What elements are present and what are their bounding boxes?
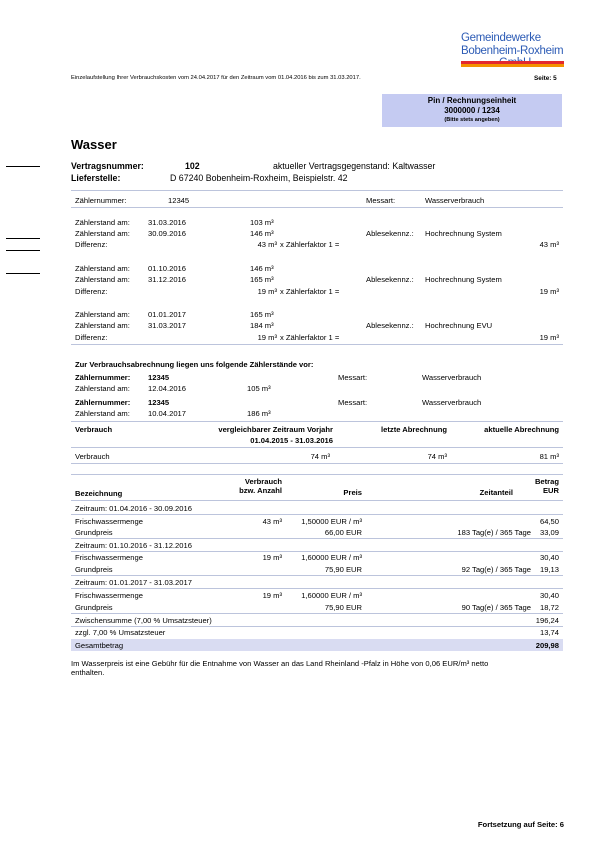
ablese-value: Hochrechnung EVU: [425, 321, 493, 330]
cost-item-name: Frischwassermenge: [75, 591, 143, 600]
pin-box: [382, 94, 562, 127]
diff-result: 43 m³: [539, 240, 559, 249]
billing-reading-date: 10.04.2017: [148, 409, 187, 418]
reading-value: 103 m³: [250, 218, 274, 227]
contract-subject: aktueller Vertragsgegenstand: Kaltwasser: [273, 161, 436, 171]
divider: [71, 421, 563, 422]
billing-reading-label: Zählerstand am:: [75, 384, 130, 393]
ablese-label: Ablesekennz.:: [366, 275, 414, 284]
ablese-label: Ablesekennz.:: [366, 321, 414, 330]
cost-amount-header-2: EUR: [542, 486, 559, 495]
logo-line-2: Bobenheim-Roxheim: [461, 45, 564, 57]
billing-reading-value: 105 m³: [247, 384, 271, 393]
divider: [71, 447, 563, 448]
meter-label: Zählernummer:: [75, 196, 127, 205]
cost-name-header: Bezeichnung: [75, 489, 123, 498]
divider: [71, 538, 563, 539]
billing-readings-title: Zur Verbrauchsabrechnung liegen uns folgende Zählerstände vor:: [75, 360, 314, 369]
cost-item-name: Grundpreis: [75, 565, 113, 574]
delivery-label: Lieferstelle:: [71, 173, 121, 183]
reading-date: 31.03.2016: [148, 218, 187, 227]
cost-price-header: Preis: [343, 488, 362, 497]
continuation-footer: Fortsetzung auf Seite: 6: [477, 820, 564, 829]
cost-item-price: 1,60000 EUR / m³: [301, 553, 362, 562]
total-value: 209,98: [535, 641, 559, 650]
cost-item-price: 1,60000 EUR / m³: [301, 591, 362, 600]
billing-meter-number: 12345: [148, 398, 170, 407]
consumption-compare: 74 m³: [310, 452, 330, 461]
reading-label: Zählerstand am:: [75, 321, 130, 330]
factor-text: x Zählerfaktor 1 =: [280, 240, 340, 249]
ablese-label: Ablesekennz.:: [366, 229, 414, 238]
cost-item-qty: 43 m³: [262, 517, 282, 526]
current-billing-header: aktuelle Abrechnung: [484, 425, 559, 434]
consumption-row-label: Verbrauch: [75, 452, 110, 461]
factor-text: x Zählerfaktor 1 =: [280, 333, 340, 342]
billing-meter-label: Zählernummer:: [75, 398, 131, 407]
diff-result: 19 m³: [539, 333, 559, 342]
period-title: Zeitraum: 01.04.2016 - 30.09.2016: [75, 504, 192, 513]
tax-label: zzgl. 7,00 % Umsatzsteuer: [75, 628, 166, 637]
reading-label: Zählerstand am:: [75, 310, 130, 319]
divider: [71, 588, 563, 589]
divider: [71, 474, 563, 475]
reading-label: Zählerstand am:: [75, 264, 130, 273]
note-line-2: enthalten.: [71, 668, 105, 677]
divider: [71, 575, 563, 576]
reading-value: 146 m³: [250, 264, 274, 273]
factor-text: x Zählerfaktor 1 =: [280, 287, 340, 296]
messart-label: Messart:: [366, 196, 396, 205]
period-title: Zeitraum: 01.10.2016 - 31.12.2016: [75, 541, 192, 550]
cost-item-share: 183 Tag(e) / 365 Tage: [457, 528, 531, 537]
cost-item-amount: 30,40: [539, 553, 559, 562]
tax-value: 13,74: [539, 628, 559, 637]
reading-value: 165 m³: [250, 275, 274, 284]
reading-label: Zählerstand am:: [75, 218, 130, 227]
cost-item-amount: 18,72: [539, 603, 559, 612]
ablese-value: Hochrechnung System: [425, 229, 502, 238]
diff-label: Differenz:: [75, 333, 108, 342]
reading-date: 01.01.2017: [148, 310, 187, 319]
delivery-address: D 67240 Bobenheim-Roxheim, Beispielstr. 42: [170, 173, 348, 183]
billing-messart-value: Wasserverbrauch: [422, 398, 482, 407]
cost-share-header: Zeitanteil: [479, 488, 513, 497]
compare-range: 01.04.2015 - 31.03.2016: [250, 436, 333, 445]
divider: [71, 613, 563, 614]
ablese-value: Hochrechnung System: [425, 275, 502, 284]
compare-header: vergleichbarer Zeitraum Vorjahr: [218, 425, 333, 434]
fold-mark-2: [6, 238, 40, 239]
logo-bar-orange: [461, 64, 564, 67]
reading-date: 30.09.2016: [148, 229, 187, 238]
pin-title: Pin / Rechnungseinheit: [427, 96, 517, 105]
divider: [71, 551, 563, 552]
pin-note: (Bitte stets angeben): [444, 117, 500, 123]
diff-value: 19 m³: [257, 287, 277, 296]
consumption-last: 74 m³: [427, 452, 447, 461]
billing-messart-label: Messart:: [338, 373, 368, 382]
cost-item-amount: 30,40: [539, 591, 559, 600]
cost-item-price: 75,90 EUR: [324, 565, 362, 574]
cost-amount-header-1: Betrag: [534, 477, 559, 486]
period-title: Zeitraum: 01.01.2017 - 31.03.2017: [75, 578, 192, 587]
cost-item-amount: 64,50: [539, 517, 559, 526]
contract-number: 102: [185, 161, 200, 171]
meter-number: 12345: [168, 196, 190, 205]
reading-date: 31.12.2016: [148, 275, 187, 284]
billing-messart-label: Messart:: [338, 398, 368, 407]
reading-value: 146 m³: [250, 229, 274, 238]
billing-reading-date: 12.04.2016: [148, 384, 187, 393]
section-title: Wasser: [71, 137, 117, 152]
cost-qty-header-2: bzw. Anzahl: [239, 486, 282, 495]
total-label: Gesamtbetrag: [75, 641, 124, 650]
reading-date: 31.03.2017: [148, 321, 187, 330]
reading-date: 01.10.2016: [148, 264, 187, 273]
messart-value: Wasserverbrauch: [425, 196, 485, 205]
cost-item-price: 66,00 EUR: [324, 528, 362, 537]
cost-item-qty: 19 m³: [262, 591, 282, 600]
billing-meter-label: Zählernummer:: [75, 373, 131, 382]
total-band: [71, 639, 563, 651]
cost-item-name: Grundpreis: [75, 528, 113, 537]
divider: [71, 514, 563, 515]
pin-number: 3000000 / 1234: [444, 106, 500, 115]
divider: [71, 190, 563, 191]
last-billing-header: letzte Abrechnung: [381, 425, 447, 434]
divider: [71, 626, 563, 627]
reading-value: 165 m³: [250, 310, 274, 319]
diff-result: 19 m³: [539, 287, 559, 296]
cost-item-amount: 19,13: [539, 565, 559, 574]
diff-label: Differenz:: [75, 240, 108, 249]
note-line-1: Im Wasserpreis ist eine Gebühr für die Entnahme von Wasser an das Land Rheinland -Pfalz in Höhe von 0,06 EUR/m³ netto: [71, 659, 489, 668]
cost-item-price: 1,50000 EUR / m³: [301, 517, 362, 526]
divider: [71, 344, 563, 345]
billing-reading-label: Zählerstand am:: [75, 409, 130, 418]
contract-number-label: Vertragsnummer:: [71, 161, 144, 171]
cost-item-price: 75,90 EUR: [324, 603, 362, 612]
fold-mark-1: [6, 166, 40, 167]
billing-reading-value: 186 m³: [247, 409, 271, 418]
reading-label: Zählerstand am:: [75, 275, 130, 284]
cost-item-share: 90 Tag(e) / 365 Tage: [461, 603, 531, 612]
consumption-header: Verbrauch: [75, 425, 113, 434]
cost-item-name: Frischwassermenge: [75, 517, 143, 526]
subtotal-label: Zwischensumme (7,00 % Umsatzsteuer): [75, 616, 212, 625]
reading-label: Zählerstand am:: [75, 229, 130, 238]
divider: [71, 207, 563, 208]
consumption-current: 81 m³: [539, 452, 559, 461]
divider: [71, 500, 563, 501]
header-intro: Einzelaufstellung Ihrer Verbrauchskosten vom 24.04.2017 für den Zeitraum vom 01.04.2016 bis zum 31.03.2017.: [71, 75, 361, 81]
reading-value: 184 m³: [250, 321, 274, 330]
diff-label: Differenz:: [75, 287, 108, 296]
divider: [71, 463, 563, 464]
cost-item-name: Grundpreis: [75, 603, 113, 612]
cost-item-amount: 33,09: [539, 528, 559, 537]
billing-meter-number: 12345: [148, 373, 170, 382]
logo-line-1: Gemeindewerke: [461, 32, 541, 44]
diff-value: 43 m³: [257, 240, 277, 249]
billing-messart-value: Wasserverbrauch: [422, 373, 482, 382]
page-number: Seite: 5: [534, 75, 557, 82]
subtotal-value: 196,24: [535, 616, 559, 625]
cost-item-qty: 19 m³: [262, 553, 282, 562]
fold-mark-4: [6, 273, 40, 274]
cost-item-name: Frischwassermenge: [75, 553, 143, 562]
fold-mark-3: [6, 250, 40, 251]
cost-item-share: 92 Tag(e) / 365 Tage: [461, 565, 531, 574]
diff-value: 19 m³: [257, 333, 277, 342]
cost-qty-header-1: Verbrauch: [244, 477, 282, 486]
